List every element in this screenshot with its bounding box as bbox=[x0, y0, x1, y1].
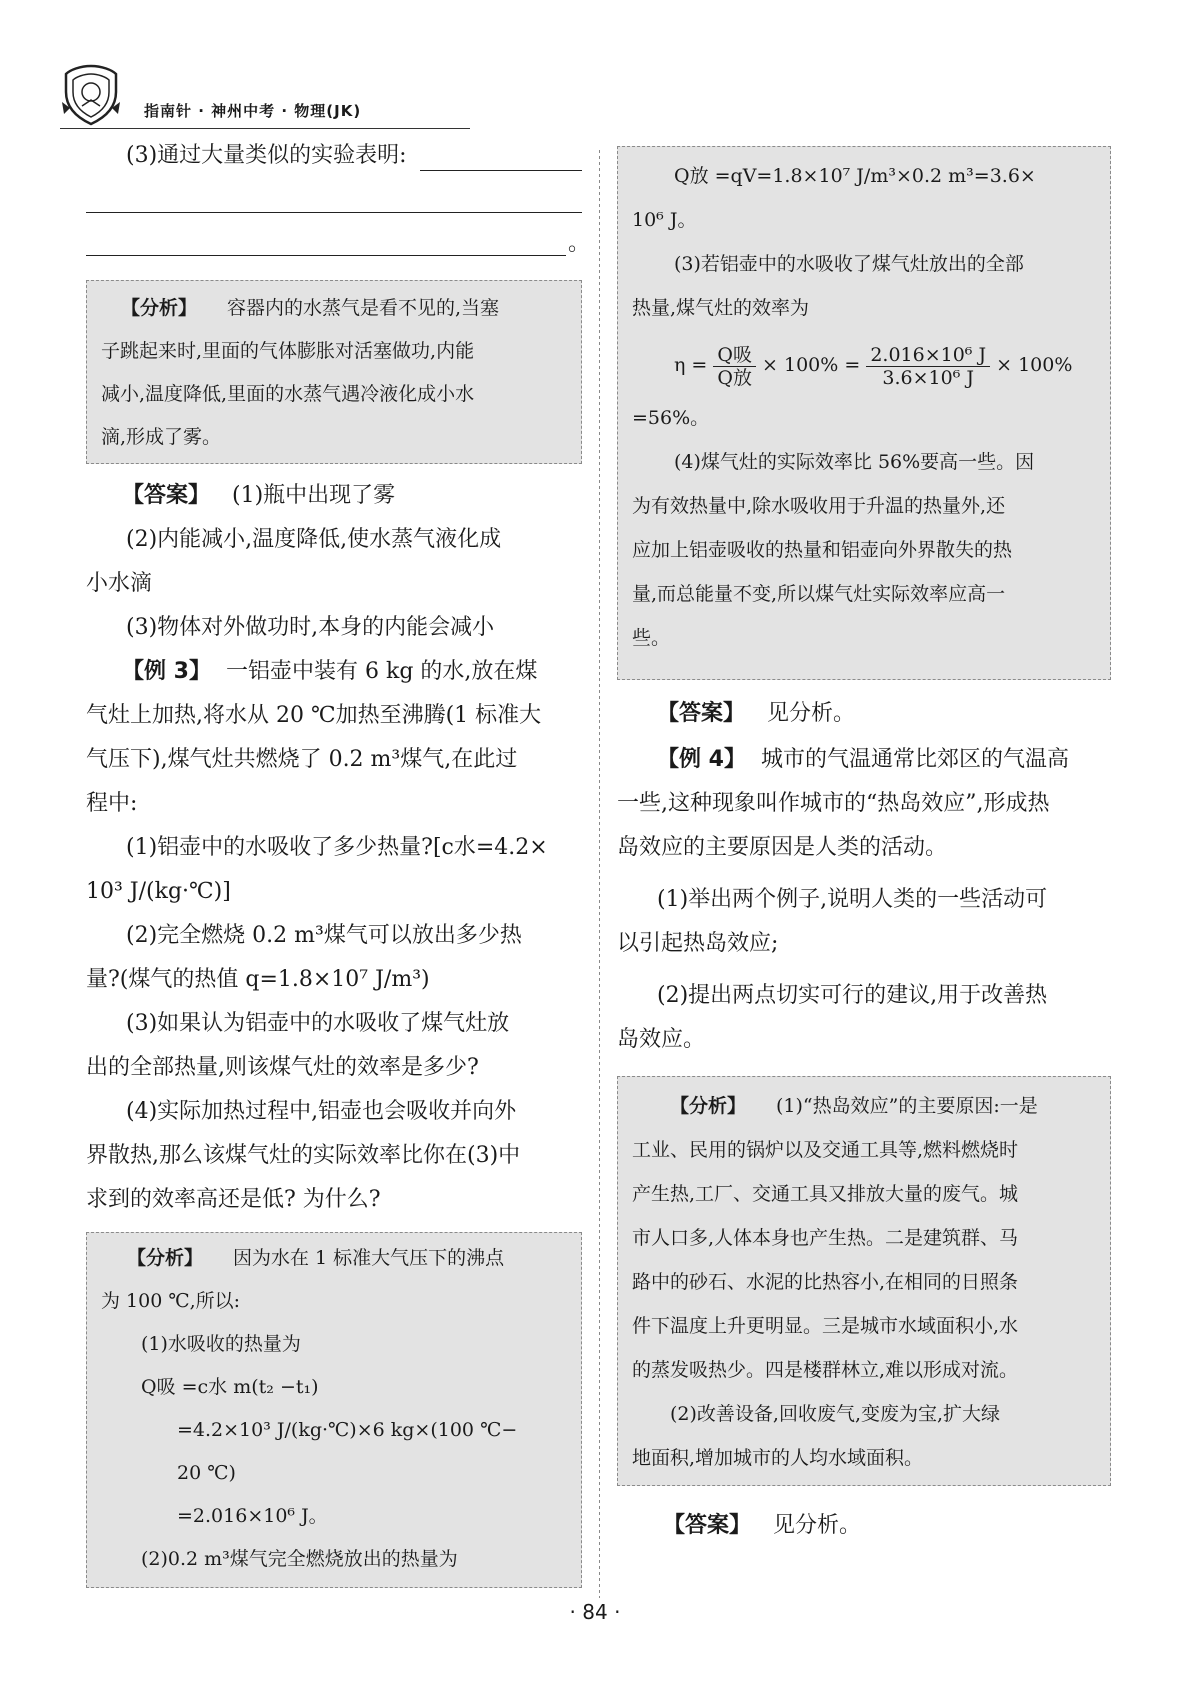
answer-line: (2)内能减小,温度降低,使水蒸气液化成 bbox=[126, 527, 502, 552]
answer-line: (3)物体对外做功时,本身的内能会减小 bbox=[126, 615, 495, 640]
analysis-line: 路中的砂石、水泥的比热容小,在相同的日照条 bbox=[632, 1271, 1019, 1293]
analysis-line: 的蒸发吸热少。四是楼群林立,难以形成对流。 bbox=[632, 1359, 1019, 1381]
analysis-line: 因为水在 1 标准大气压下的沸点 bbox=[233, 1247, 505, 1269]
answer-tag: 【答案】 bbox=[657, 701, 746, 726]
analysis-line: (2)0.2 m³煤气完全燃烧放出的热量为 bbox=[141, 1548, 458, 1570]
efficiency-formula bbox=[674, 337, 1072, 393]
formula-line: Q放 =qV=1.8×10⁷ J/m³×0.2 m³=3.6× bbox=[674, 165, 1036, 187]
book-title: 指南针 · 神州中考 · 物理(JK) bbox=[144, 102, 362, 120]
analysis-line: 工业、民用的锅炉以及交通工具等,燃料燃烧时 bbox=[632, 1139, 1019, 1161]
analysis-line: 量,而总能量不变,所以煤气灶实际效率应高一 bbox=[632, 583, 1006, 605]
header-rule bbox=[60, 128, 470, 129]
analysis-box bbox=[86, 280, 582, 464]
formula-line: Q吸 =c水 m(t₂ −t₁) bbox=[141, 1376, 319, 1398]
analysis-line: (4)煤气灶的实际效率比 56%要高一些。因 bbox=[674, 451, 1035, 473]
analysis-tag: 【分析】 bbox=[127, 1247, 204, 1269]
formula-lhs: η = bbox=[674, 354, 708, 376]
analysis-line: 应加上铝壶吸收的热量和铝壶向外界散失的热 bbox=[632, 539, 1013, 561]
fraction-numerator: 2.016×10⁶ J bbox=[866, 344, 990, 367]
answer-line: (1)瓶中出现了雾 bbox=[232, 483, 396, 508]
analysis-line: 产生热,工厂、交通工具又排放大量的废气。城 bbox=[632, 1183, 1019, 1205]
answer-tag: 【答案】 bbox=[122, 483, 211, 508]
formula-rhs: × 100% bbox=[996, 354, 1073, 376]
example-line: (3)如果认为铝壶中的水吸收了煤气灶放 bbox=[126, 1011, 510, 1036]
analysis-line: 子跳起来时,里面的气体膨胀对活塞做功,内能 bbox=[101, 340, 475, 362]
analysis-line: 地面积,增加城市的人均水域面积。 bbox=[632, 1447, 924, 1469]
example-line: (2)完全燃烧 0.2 m³煤气可以放出多少热 bbox=[126, 923, 522, 948]
fill-line bbox=[86, 255, 566, 256]
analysis-line: 些。 bbox=[632, 627, 671, 649]
analysis-line: 为 100 ℃,所以: bbox=[101, 1290, 241, 1312]
formula-line: =2.016×10⁶ J。 bbox=[177, 1505, 328, 1527]
answer-text: 见分析。 bbox=[773, 1513, 862, 1538]
example-line: 程中: bbox=[86, 791, 138, 816]
analysis-box bbox=[617, 1076, 1111, 1486]
example-line: 气灶上加热,将水从 20 ℃加热至沸腾(1 标准大 bbox=[86, 703, 542, 728]
example-line: (1)举出两个例子,说明人类的一些活动可 bbox=[657, 887, 1048, 912]
analysis-box-continued bbox=[617, 146, 1111, 680]
example-line: 一些,这种现象叫作城市的“热岛效应”,形成热 bbox=[617, 791, 1050, 816]
example-line: (4)实际加热过程中,铝壶也会吸收并向外 bbox=[126, 1099, 517, 1124]
formula-line: =56%。 bbox=[632, 407, 710, 429]
school-crest-icon bbox=[60, 62, 122, 126]
answer-tag: 【答案】 bbox=[663, 1513, 752, 1538]
analysis-tag: 【分析】 bbox=[121, 297, 198, 319]
analysis-line: 滴,形成了雾。 bbox=[101, 426, 222, 448]
example-line: (1)铝壶中的水吸收了多少热量?[c水=4.2× bbox=[126, 835, 548, 860]
example-line: 一铝壶中装有 6 kg 的水,放在煤 bbox=[226, 659, 538, 684]
example-line: 岛效应的主要原因是人类的活动。 bbox=[617, 835, 948, 860]
fraction-numerator: Q吸 bbox=[713, 344, 756, 367]
example-line: 气压下),煤气灶共燃烧了 0.2 m³煤气,在此过 bbox=[86, 747, 518, 772]
analysis-line: 容器内的水蒸气是看不见的,当塞 bbox=[227, 297, 500, 319]
formula-mid: × 100% = bbox=[762, 354, 861, 376]
page-header bbox=[60, 62, 480, 132]
example-line: 10³ J/(kg·℃)] bbox=[86, 879, 231, 904]
analysis-line: (1)水吸收的热量为 bbox=[141, 1333, 301, 1355]
example-line: 以引起热岛效应; bbox=[617, 931, 779, 956]
fraction-denominator: Q放 bbox=[717, 366, 752, 389]
example-line: 城市的气温通常比郊区的气温高 bbox=[761, 747, 1070, 772]
fill-end: 。 bbox=[568, 231, 591, 256]
analysis-line: (2)改善设备,回收废气,变废为宝,扩大绿 bbox=[670, 1403, 1001, 1425]
fraction bbox=[866, 344, 990, 389]
answer-line: 小水滴 bbox=[86, 571, 153, 596]
analysis-line: (1)“热岛效应”的主要原因:一是 bbox=[776, 1095, 1038, 1117]
q3-prompt: (3)通过大量类似的实验表明: bbox=[126, 143, 407, 168]
example-line: 求到的效率高还是低? 为什么? bbox=[86, 1187, 381, 1212]
analysis-tag: 【分析】 bbox=[670, 1095, 747, 1117]
analysis-line: (3)若铝壶中的水吸收了煤气灶放出的全部 bbox=[674, 253, 1024, 275]
analysis-line: 为有效热量中,除水吸收用于升温的热量外,还 bbox=[632, 495, 1006, 517]
example-line: 岛效应。 bbox=[617, 1027, 706, 1052]
formula-line: =4.2×10³ J/(kg·℃)×6 kg×(100 ℃− bbox=[177, 1419, 518, 1441]
answer-text: 见分析。 bbox=[767, 701, 856, 726]
example-line: 界散热,那么该煤气灶的实际效率比你在(3)中 bbox=[86, 1143, 521, 1168]
fraction-denominator: 3.6×10⁶ J bbox=[882, 366, 974, 389]
example-line: (2)提出两点切实可行的建议,用于改善热 bbox=[657, 983, 1048, 1008]
example-line: 出的全部热量,则该煤气灶的效率是多少? bbox=[86, 1055, 479, 1080]
example-tag: 【例 4】 bbox=[657, 747, 746, 772]
analysis-line: 热量,煤气灶的效率为 bbox=[632, 297, 810, 319]
formula-line: 20 ℃) bbox=[177, 1462, 236, 1484]
analysis-box bbox=[86, 1232, 582, 1588]
page-number: · 84 · bbox=[569, 1600, 621, 1624]
fill-line bbox=[86, 212, 582, 213]
formula-line: 10⁶ J。 bbox=[632, 209, 697, 231]
analysis-line: 件下温度上升更明显。三是城市水域面积小,水 bbox=[632, 1315, 1019, 1337]
example-tag: 【例 3】 bbox=[122, 659, 211, 684]
analysis-line: 减小,温度降低,里面的水蒸气遇冷液化成小水 bbox=[101, 383, 475, 405]
fraction bbox=[713, 344, 756, 389]
example-line: 量?(煤气的热值 q=1.8×10⁷ J/m³) bbox=[86, 967, 430, 992]
fill-line bbox=[420, 170, 582, 171]
analysis-line: 市人口多,人体本身也产生热。二是建筑群、马 bbox=[632, 1227, 1019, 1249]
column-divider bbox=[599, 150, 600, 1598]
